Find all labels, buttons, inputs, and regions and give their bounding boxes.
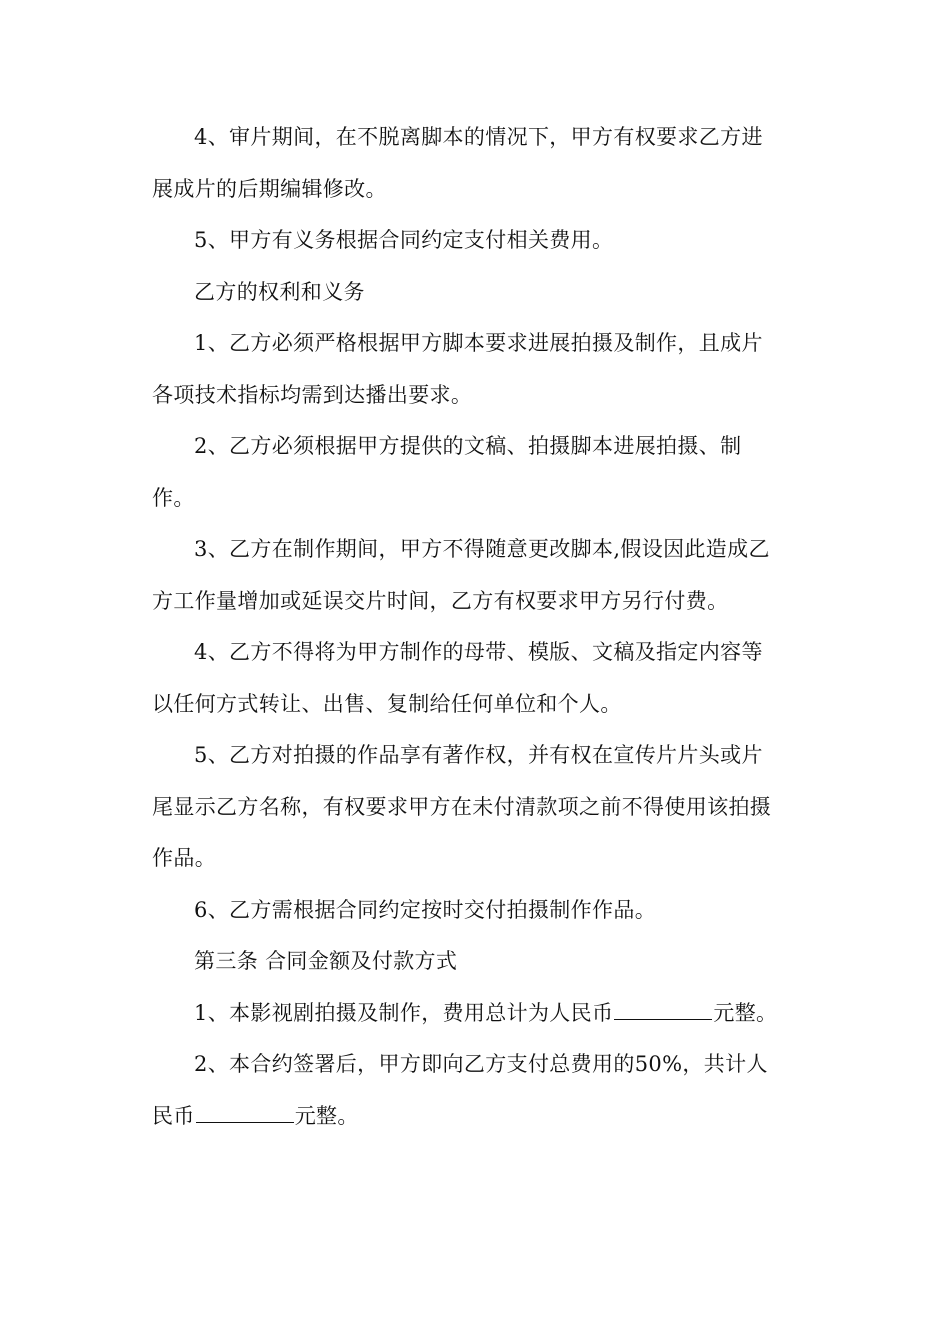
text-line: 作品。	[152, 846, 217, 870]
paragraph-party-b-6	[152, 885, 802, 937]
paragraph-party-b-5	[152, 730, 802, 885]
text-line: 4、审片期间，在不脱离脚本的情况下，甲方有权要求乙方进	[194, 125, 763, 149]
payment-total-suffix: 元整。	[713, 1000, 778, 1025]
text-line	[152, 988, 802, 1040]
text-line: 2、乙方必须根据甲方提供的文稿、拍摄脚本进展拍摄、制	[194, 434, 742, 458]
payment-total-text: 1、本影视剧拍摄及制作，费用总计为人民币	[194, 1000, 614, 1025]
text-line: 2、本合约签署后，甲方即向乙方支付总费用的50%，共计人	[194, 1052, 768, 1076]
payment-deposit-suffix: 元整。	[294, 1103, 359, 1128]
text-line: 乙方的权利和义务	[194, 279, 365, 304]
text-line	[152, 1091, 802, 1143]
text-line: 6、乙方需根据合同约定按时交付拍摄制作作品。	[194, 897, 657, 922]
text-line: 1、乙方必须严格根据甲方脚本要求进展拍摄及制作，且成片	[194, 331, 763, 355]
paragraph-party-a-right-4	[152, 112, 802, 215]
article-3-heading	[152, 936, 802, 988]
text-line: 以任何方式转让、出售、复制给任何单位和个人。	[152, 691, 622, 716]
document-body	[152, 112, 802, 1142]
text-line: 第三条 合同金额及付款方式	[194, 949, 458, 973]
paragraph-party-a-right-5	[152, 215, 802, 267]
text-line: 展成片的后期编辑修改。	[152, 176, 387, 201]
text-line: 4、乙方不得将为甲方制作的母带、模版、文稿及指定内容等	[194, 640, 763, 664]
text-line: 3、乙方在制作期间，甲方不得随意更改脚本,假设因此造成乙	[194, 537, 770, 561]
section-heading-party-b	[152, 267, 802, 319]
text-line: 方工作量增加或延误交片时间，乙方有权要求甲方另行付费。	[152, 588, 729, 613]
text-line: 5、甲方有义务根据合同约定支付相关费用。	[194, 228, 614, 252]
paragraph-party-b-3	[152, 524, 802, 627]
text-line: 作。	[152, 485, 195, 510]
paragraph-payment-deposit	[152, 1039, 802, 1142]
amount-blank-line	[614, 1000, 712, 1020]
text-line: 尾显示乙方名称，有权要求甲方在未付清款项之前不得使用该拍摄	[152, 794, 772, 819]
payment-deposit-text: 民币	[152, 1103, 195, 1128]
paragraph-party-b-4	[152, 627, 802, 730]
amount-blank-line	[196, 1103, 294, 1123]
paragraph-payment-total	[152, 988, 802, 1040]
text-line: 5、乙方对拍摄的作品享有著作权，并有权在宣传片片头或片	[194, 743, 763, 767]
paragraph-party-b-1	[152, 318, 802, 421]
text-line: 各项技术指标均需到达播出要求。	[152, 382, 473, 407]
paragraph-party-b-2	[152, 421, 802, 524]
